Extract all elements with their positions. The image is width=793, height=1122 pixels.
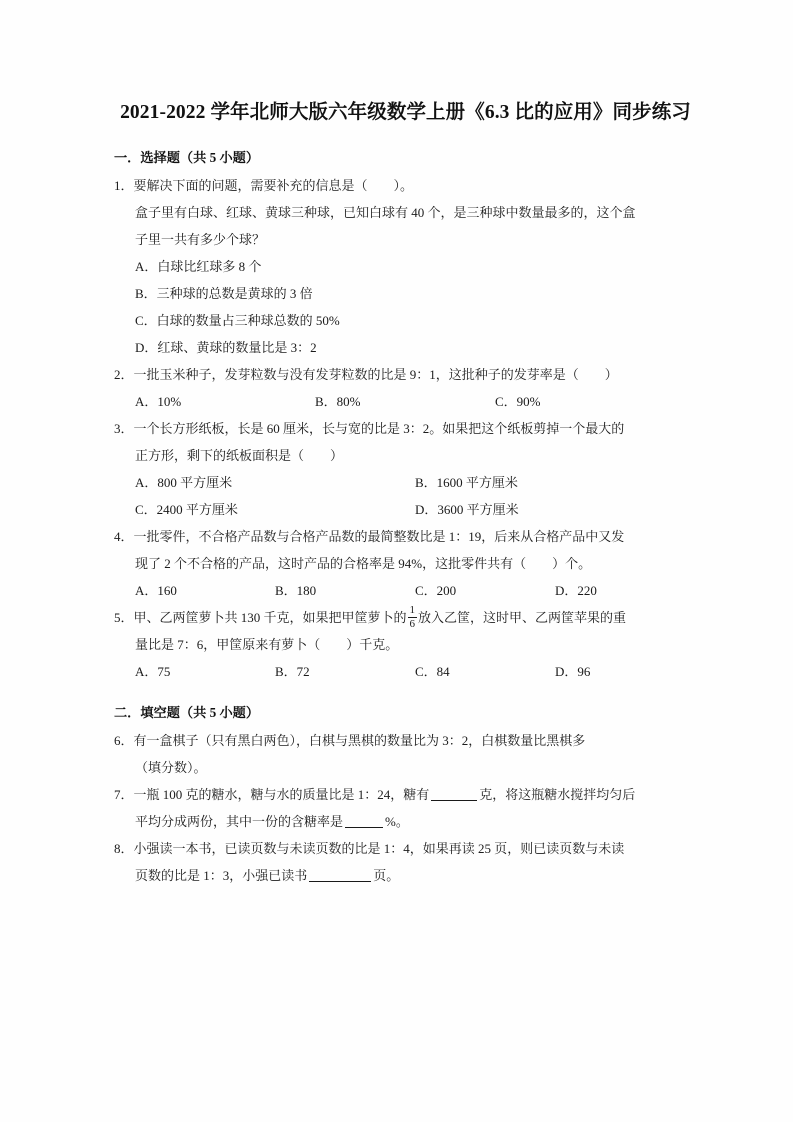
- question-number: 3．: [114, 421, 134, 436]
- answer-option[interactable]: C．白球的数量占三种球总数的 50%: [135, 313, 340, 328]
- option-row: [114, 307, 697, 334]
- answer-option[interactable]: D．220: [555, 583, 597, 598]
- question-text-continuation: [114, 199, 697, 226]
- question-number: 7．: [114, 787, 134, 802]
- answer-option[interactable]: A．800 平方厘米: [135, 475, 233, 490]
- question-text-segment: 一批零件，不合格产品数与合格产品数的最简整数比是 1：19，后来从合格产品中又发: [133, 529, 625, 544]
- answer-option[interactable]: C．200: [415, 583, 457, 598]
- question-text-segment: 现了 2 个不合格的产品，这时产品的合格率是 94%，这批零件共有（ ）个。: [135, 556, 592, 571]
- option-row: [114, 334, 697, 361]
- exercise-body: [114, 147, 697, 889]
- question-text-segment: 小强读一本书，已读页数与未读页数的比是 1：4，如果再读 25 页，则已读页数与未读: [133, 841, 625, 856]
- question-block: [114, 361, 697, 415]
- question-text-segment: 放入乙筐，这时甲、乙两筐苹果的重: [418, 610, 627, 625]
- question-number: 8．: [114, 841, 134, 856]
- question-text-continuation: [114, 442, 697, 469]
- question-text-segment: 平均分成两份，其中一份的含糖率是: [135, 814, 344, 829]
- question-text-segment: 一瓶 100 克的糖水，糖与水的质量比是 1：24，糖有: [133, 787, 430, 802]
- question-text-segment: 甲、乙两筐萝卜共 130 千克，如果把甲筐萝卜的: [133, 610, 407, 625]
- answer-blank[interactable]: [309, 881, 371, 882]
- answer-option[interactable]: C．2400 平方厘米: [135, 502, 238, 517]
- inline-fraction: [408, 604, 418, 630]
- question-number: 4．: [114, 529, 134, 544]
- question-text-continuation: [114, 754, 697, 781]
- answer-option[interactable]: C．90%: [495, 394, 541, 409]
- answer-option[interactable]: C．84: [415, 664, 450, 679]
- question-text-line: [114, 835, 697, 862]
- fraction-denominator: 6: [409, 617, 416, 630]
- question-number: 6．: [114, 733, 134, 748]
- answer-option[interactable]: A．白球比红球多 8 个: [135, 259, 262, 274]
- question-number: 1．: [114, 178, 134, 193]
- answer-option[interactable]: D．红球、黄球的数量比是 3：2: [135, 340, 317, 355]
- question-text-segment: 一个长方形纸板，长是 60 厘米，长与宽的比是 3：2。如果把这个纸板剪掉一个最大的: [133, 421, 625, 436]
- fraction-numerator: 1: [409, 604, 416, 617]
- question-text-line: [114, 523, 697, 550]
- question-text-continuation: [114, 808, 697, 835]
- answer-blank[interactable]: [431, 800, 477, 801]
- question-block: [114, 172, 697, 361]
- question-text-line: [114, 172, 697, 199]
- question-text-segment: 量比是 7：6，甲筐原来有萝卜（ ）千克。: [135, 637, 399, 652]
- answer-option[interactable]: A．160: [135, 583, 177, 598]
- question-block: [114, 727, 697, 781]
- answer-option[interactable]: B．72: [275, 664, 310, 679]
- question-text-segment: 页数的比是 1：3，小强已读书: [135, 868, 308, 883]
- question-text-segment: （填分数）。: [135, 760, 207, 775]
- question-block: [114, 781, 697, 835]
- question-text-continuation: [114, 862, 697, 889]
- answer-option[interactable]: B．1600 平方厘米: [415, 475, 518, 490]
- question-text-segment: 克，将这瓶糖水搅拌均匀后: [479, 787, 636, 802]
- question-text-segment: 有一盒棋子（只有黑白两色），白棋与黑棋的数量比为 3：2，白棋数量比黑棋多: [133, 733, 586, 748]
- question-text-continuation: [114, 550, 697, 577]
- section-heading: 一．选择题（共 5 小题）: [114, 150, 260, 165]
- option-row: [114, 280, 697, 307]
- question-block: [114, 835, 697, 889]
- answer-option[interactable]: B．80%: [315, 394, 361, 409]
- option-row: [114, 658, 697, 685]
- question-block: [114, 415, 697, 523]
- option-row: [114, 496, 697, 523]
- question-text-line: [114, 604, 697, 631]
- question-number: 5．: [114, 610, 134, 625]
- question-number: 2．: [114, 367, 134, 382]
- question-text-segment: 要解决下面的问题，需要补充的信息是（ ）。: [133, 178, 414, 193]
- answer-blank[interactable]: [345, 827, 383, 828]
- option-row: [114, 577, 697, 604]
- question-text-segment: %。: [385, 814, 409, 829]
- section-heading: 二．填空题（共 5 小题）: [114, 705, 260, 720]
- question-block: [114, 523, 697, 604]
- answer-option[interactable]: B．180: [275, 583, 317, 598]
- question-text-line: [114, 361, 697, 388]
- option-row: [114, 388, 697, 415]
- question-text-segment: 一批玉米种子，发芽粒数与没有发芽粒数的比是 9：1，这批种子的发芽率是（ ）: [133, 367, 618, 382]
- question-text-line: [114, 415, 697, 442]
- question-text-continuation: [114, 226, 697, 253]
- question-block: [114, 604, 697, 685]
- question-text-continuation: [114, 631, 697, 658]
- answer-option[interactable]: D．3600 平方厘米: [415, 502, 519, 517]
- question-text-segment: 盒子里有白球、红球、黄球三种球，已知白球有 40 个，是三种球中数量最多的，这个盒: [135, 205, 636, 220]
- question-text-line: [114, 727, 697, 754]
- question-text-segment: 子里一共有多少个球？: [135, 232, 266, 247]
- option-row: [114, 253, 697, 280]
- answer-option[interactable]: A．10%: [135, 394, 182, 409]
- question-text-segment: 页。: [373, 868, 400, 883]
- question-text-line: [114, 781, 697, 808]
- question-text-segment: 正方形，剩下的纸板面积是（ ）: [135, 448, 344, 463]
- answer-option[interactable]: A．75: [135, 664, 171, 679]
- answer-option[interactable]: D．96: [555, 664, 591, 679]
- option-row: [114, 469, 697, 496]
- page-title: 2021-2022 学年北师大版六年级数学上册《6.3 比的应用》同步练习: [120, 102, 691, 123]
- answer-option[interactable]: B．三种球的总数是黄球的 3 倍: [135, 286, 313, 301]
